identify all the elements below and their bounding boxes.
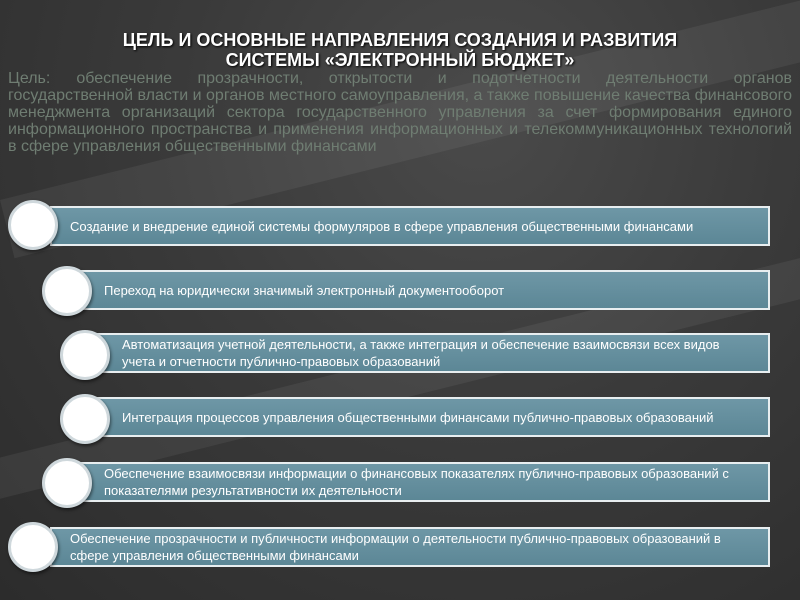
direction-item-6: [50, 527, 770, 567]
goal-text: обеспечение прозрачности, открытости и подотчетности деятельности органов государственной власти и органов местного самоуправления, а также повышение качества финансового менеджмента организаций сектора государственного управления за счет формирования единого информационного пространства и применения информационных и телекоммуникационных технологий в сфере управления общественными финансами: [8, 70, 792, 155]
bullet-circle-icon: [42, 458, 92, 508]
direction-item-4: [96, 397, 770, 437]
bullet-circle-icon: [8, 200, 58, 250]
direction-item-1: [50, 206, 770, 246]
direction-item-5: [80, 462, 770, 502]
slide-title: [40, 30, 760, 70]
bullet-circle-icon: [60, 330, 110, 380]
title-line-2: СИСТЕМЫ «ЭЛЕКТРОННЫЙ БЮДЖЕТ»: [225, 50, 575, 70]
direction-item-label: Интеграция процессов управления общественными финансами публично-правовых образований: [122, 409, 714, 425]
direction-item-label: Обеспечение прозрачности и публичности информации о деятельности публично-правовых образований в сфере управления общественными финансами: [70, 531, 721, 563]
direction-item-label: Создание и внедрение единой системы формуляров в сфере управления общественными финансами: [70, 218, 694, 234]
title-line-1: ЦЕЛЬ И ОСНОВНЫЕ НАПРАВЛЕНИЯ СОЗДАНИЯ И РАЗВИТИЯ: [122, 30, 678, 50]
direction-item-2: [80, 270, 770, 310]
bullet-circle-icon: [8, 522, 58, 572]
goal-label: Цель:: [8, 70, 51, 87]
goal-paragraph: [8, 70, 792, 155]
bullet-circle-icon: [60, 394, 110, 444]
bullet-circle-icon: [42, 266, 92, 316]
direction-item-label: Обеспечение взаимосвязи информации о финансовых показателях публично-правовых образований с показателями результативности их деятельности: [104, 466, 729, 498]
direction-item-3: [96, 333, 770, 373]
direction-item-label: Автоматизация учетной деятельности, а также интеграция и обеспечение взаимосвязи всех видов учета и отчетности публично-правовых образований: [122, 337, 720, 369]
direction-item-label: Переход на юридически значимый электронный документооборот: [104, 282, 505, 298]
